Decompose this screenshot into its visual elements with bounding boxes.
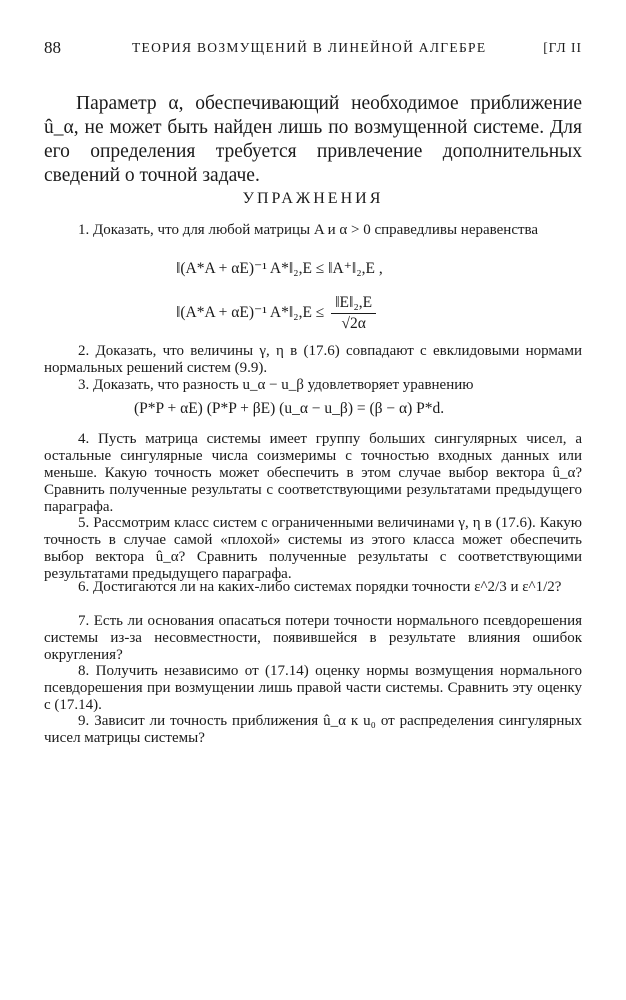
running-title: ТЕОРИЯ ВОЗМУЩЕНИЙ В ЛИНЕЙНОЙ АЛГЕБРЕ [132,40,487,55]
exercise-1-text: 1. Доказать, что для любой матрицы A и α > 0 справедливы неравенства [78,222,539,238]
exercise-8-text: 8. Получить независимо от (17.14) оценку нормы возмущения нормального псевдорешения при возмущении лишь правой части системы. Сравнить эту оценку с (17.14). [44,663,582,713]
formula-1: ‖(A*A + αE)⁻¹ A*‖₂,E ≤ ‖A⁺‖₂,E , [176,260,383,277]
exercise-5-text: 5. Рассмотрим класс систем с ограниченными величинами γ, η в (17.6). Какую точность в случае самой «плохой» системы из этого класса может обеспечить выбор вектора û_α? Сравнить полученные результаты с соответствующими результатами предыдущего параграфа. [44,515,582,582]
formula-2-left: ‖(A*A + αE)⁻¹ A*‖₂,E ≤ [176,304,325,322]
formula-3: (P*P + αE) (P*P + βE) (u_α − u_β) = (β − α) P*d. [134,400,445,417]
formula-2-denominator: √2α [341,315,366,332]
exercise-9-text: 9. Зависит ли точность приближения û_α к u₀ от распределения сингулярных чисел матрицы системы? [44,713,582,746]
exercise-4 [44,431,582,516]
exercise-8 [44,663,582,714]
exercise-2-text: 2. Доказать, что величины γ, η в (17.6) совпадают с евклидовыми нормами нормальных решений систем (9.9). [44,343,582,376]
exercise-7-text: 7. Есть ли основания опасаться потери точности нормального псевдорешения системы из-за несовместности, появившейся в результате влияния ошибок округления? [44,613,582,663]
section-title: УПРАЖНЕНИЯ [242,190,384,207]
page-number: 88 [44,38,61,57]
running-header [44,38,582,60]
lead-paragraph [44,92,582,188]
exercise-4-text: 4. Пусть матрица системы имеет группу больших сингулярных чисел, а остальные сингулярные числа соизмеримы с точностью входных данных или меньше. Какую точность может обеспечить в этом случае выбор вектора û_α? Сравнить полученные результаты с соответствующими результатами предыдущего параграфа. [44,431,582,515]
formula-2-fraction [331,294,376,333]
formula-2-numerator: ‖E‖₂,E [331,294,376,314]
exercise-3 [44,377,582,394]
exercise-1 [44,222,582,239]
lead-text: Параметр α, обеспечивающий необходимое приближение û_α, не может быть найден лишь по возмущенной системе. Для его определения требуется привлечение дополнительных сведений о точной задаче. [44,93,582,186]
exercise-5 [44,515,582,583]
exercise-9 [44,713,582,747]
exercise-2 [44,343,582,377]
exercise-6 [44,579,582,596]
formula-2 [176,294,376,333]
chapter-marker: [ГЛ II [543,40,582,55]
exercise-7 [44,613,582,664]
exercise-3-text: 3. Доказать, что разность u_α − u_β удовлетворяет уравнению [78,377,474,393]
exercise-6-text: 6. Достигаются ли на каких-либо системах порядки точности ε^2/3 и ε^1/2? [78,579,562,595]
